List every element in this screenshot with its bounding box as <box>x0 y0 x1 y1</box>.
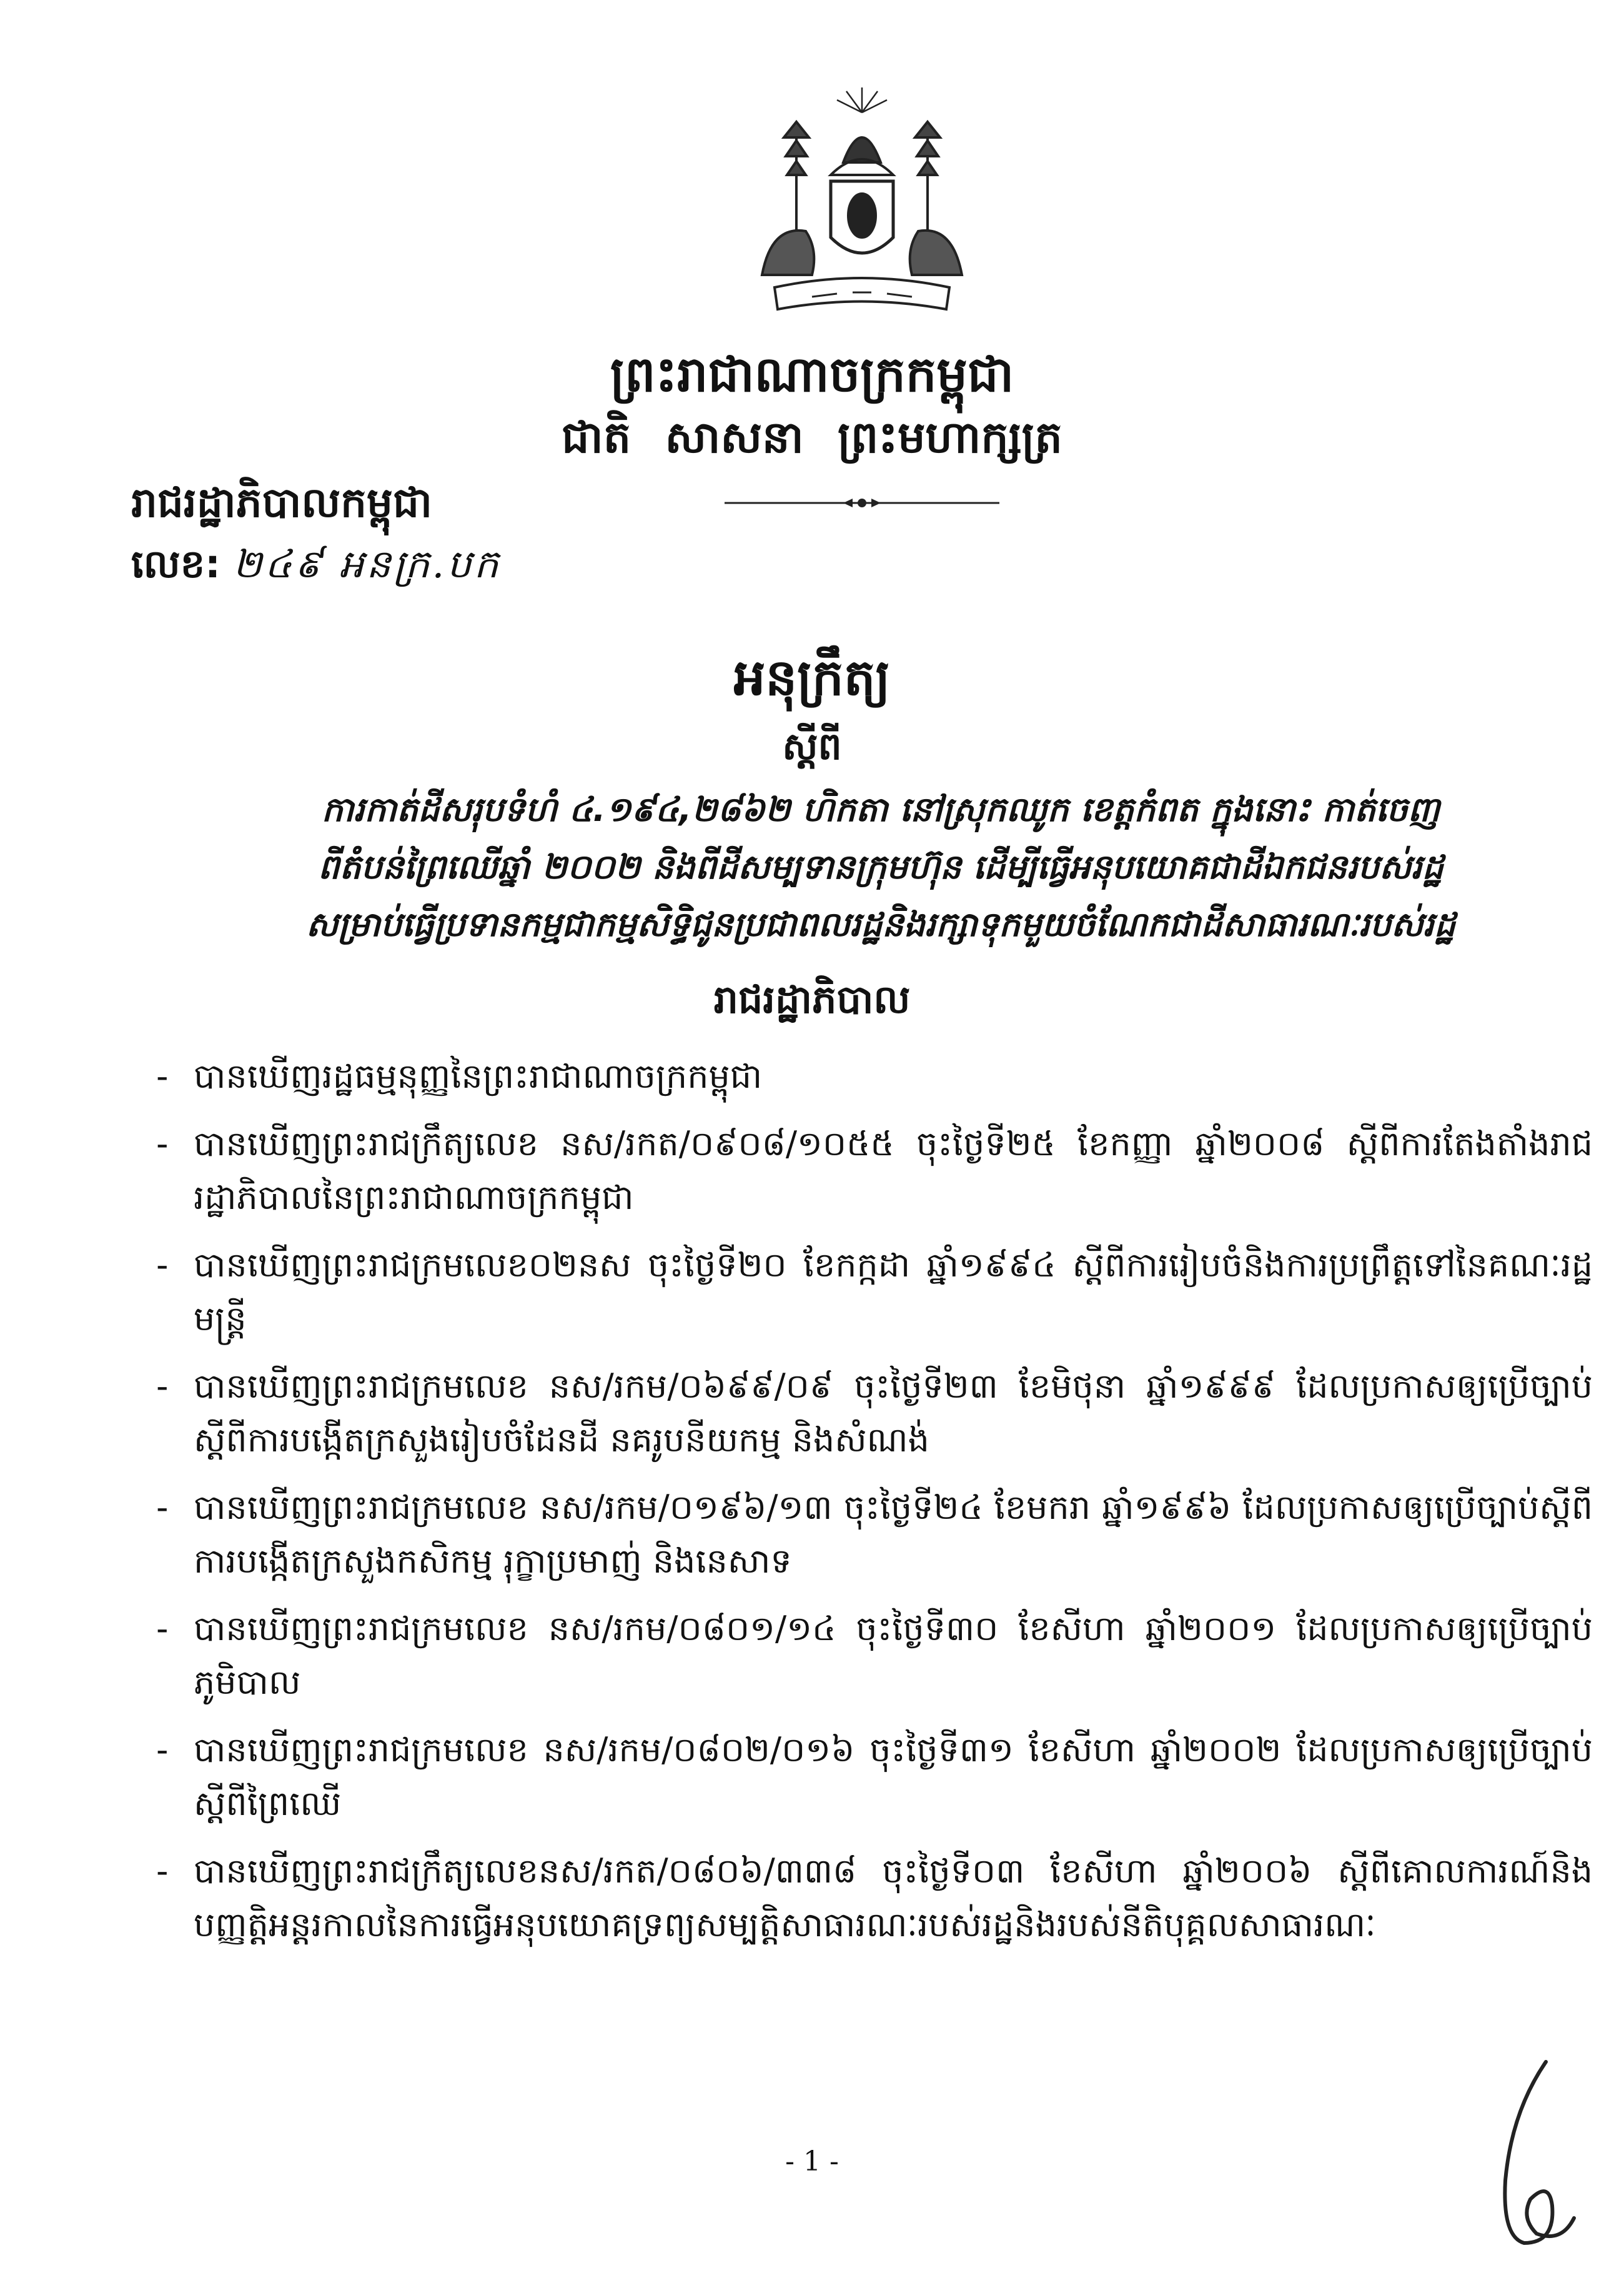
preamble-item <box>156 1844 1593 1952</box>
list-dash: - <box>156 1057 169 1096</box>
preamble-text: បានឃើញព្រះរាជក្រមលេខ នស/រកម/០១៩៦/១៣ ចុះថ្ងៃទី២៤ ខែមករា ឆ្នាំ១៩៩៦ ដែលប្រកាសឲ្យប្រើច្បាប់ស្ដីពីការបង្កើតក្រសួងកសិកម្ម រុក្ខាប្រមាញ់ និងនេសាទ <box>194 1488 1593 1581</box>
preamble-item <box>156 1723 1593 1831</box>
document-number-label: លេខ: <box>131 541 220 587</box>
document-type: អនុក្រឹត្យ <box>733 649 891 707</box>
preamble-text: បានឃើញព្រះរាជក្រឹត្យលេខ នស/រកត/០៩០៨/១០៥៥ ចុះថ្ងៃទី២៥ ខែកញ្ញា ឆ្នាំ២០០៨ ស្ដីពីការតែងតាំងរាជរដ្ឋាភិបាលនៃព្រះរាជាណាចក្រកម្ពុជា <box>194 1124 1593 1217</box>
preamble-item <box>156 1481 1593 1588</box>
preamble-item <box>156 1117 1593 1225</box>
issuing-government: រាជរដ្ឋាភិបាលកម្ពុជា <box>131 479 432 527</box>
list-dash: - <box>156 1609 169 1648</box>
preamble-text: បានឃើញព្រះរាជក្រមលេខ នស/រកម/០៦៩៩/០៩ ចុះថ្ងៃទី២៣ ខែមិថុនា ឆ្នាំ១៩៩៩ ដែលប្រកាសឲ្យប្រើច្បាប់ស្ដីពីការបង្កើតក្រសួងរៀបចំដែនដី នគរូបនីយកម្ម និងសំណង់ <box>194 1366 1593 1460</box>
ornamental-divider <box>725 494 999 512</box>
authority-heading: រាជរដ្ឋាភិបាល <box>713 977 911 1022</box>
preamble-text: បានឃើញព្រះរាជក្រមលេខ០២នស ចុះថ្ងៃទី២០ ខែកក្កដា ឆ្នាំ១៩៩៤ ស្ដីពីការរៀបចំនិងការប្រព្រឹត្តទៅនៃគណៈរដ្ឋមន្ត្រី <box>194 1245 1593 1338</box>
preamble-item <box>156 1360 1593 1467</box>
document-number <box>131 536 501 592</box>
preamble-text: បានឃើញព្រះរាជក្រមលេខ នស/រកម/០៨០២/០១៦ ចុះថ្ងៃទី៣១ ខែសីហា ឆ្នាំ២០០២ ដែលប្រកាសឲ្យប្រើច្បាប់ស្ដីពីព្រៃឈើ <box>194 1730 1593 1823</box>
preamble-item <box>156 1602 1593 1709</box>
list-dash: - <box>156 1851 169 1891</box>
subject-line: ពីតំបន់ព្រៃឈើឆ្នាំ ២០០២ និងពីដីសម្បទានក្រុមហ៊ុន ដើម្បីធ្វើអនុបយោគជាដីឯកជនរបស់រដ្ឋ <box>318 847 1443 887</box>
preamble-list <box>156 1050 1593 1966</box>
page-number: - 1 - <box>785 2146 839 2177</box>
handwritten-initial <box>1487 2056 1587 2262</box>
list-dash: - <box>156 1124 169 1163</box>
preamble-item <box>156 1238 1593 1346</box>
preamble-text: បានឃើញរដ្ឋធម្មនុញ្ញនៃព្រះរាជាណាចក្រកម្ពុជា <box>194 1057 763 1096</box>
document-number-value: ២៤៩ អនក្រ.បក <box>232 541 501 587</box>
subject-line: សម្រាប់ធ្វើប្រទានកម្មជាកម្មសិទ្ធិជូនប្រជាពលរដ្ឋនិងរក្សាទុកមួយចំណែកជាដីសាធារណៈរបស់រដ្ឋ <box>305 905 1456 944</box>
list-dash: - <box>156 1730 169 1769</box>
preamble-text: បានឃើញព្រះរាជក្រឹត្យលេខនស/រកត/០៨០៦/៣៣៨ ចុះថ្ងៃទី០៣ ខែសីហា ឆ្នាំ២០០៦ ស្ដីពីគោលការណ៍និងបញ្ញត្តិអន្តរកាលនៃការធ្វើអនុបយោគទ្រព្យសម្បត្តិសាធារណៈរបស់រដ្ឋនិងរបស់នីតិបុគ្គលសាធារណៈ <box>194 1851 1593 1944</box>
list-dash: - <box>156 1488 169 1527</box>
national-motto: ជាតិ សាសនា ព្រះមហាក្សត្រ <box>562 412 1062 463</box>
list-dash: - <box>156 1366 169 1406</box>
royal-coat-of-arms <box>737 87 987 325</box>
subject-line: ការកាត់ដីសរុបទំហំ ៤.១៩៤,២៨៦២ ហិកតា នៅស្រុកឈូក ខេត្តកំពត ក្នុងនោះ កាត់ចេញ <box>321 790 1440 829</box>
list-dash: - <box>156 1245 169 1285</box>
preamble-text: បានឃើញព្រះរាជក្រមលេខ នស/រកម/០៨០១/១៤ ចុះថ្ងៃទី៣០ ខែសីហា ឆ្នាំ២០០១ ដែលប្រកាសឲ្យប្រើច្បាប់ភូមិបាល <box>194 1609 1593 1702</box>
preamble-item <box>156 1050 1593 1103</box>
kingdom-name: ព្រះរាជាណាចក្រកម្ពុជា <box>610 347 1014 403</box>
document-about: ស្ដីពី <box>782 725 842 768</box>
document-subject <box>169 781 1593 953</box>
